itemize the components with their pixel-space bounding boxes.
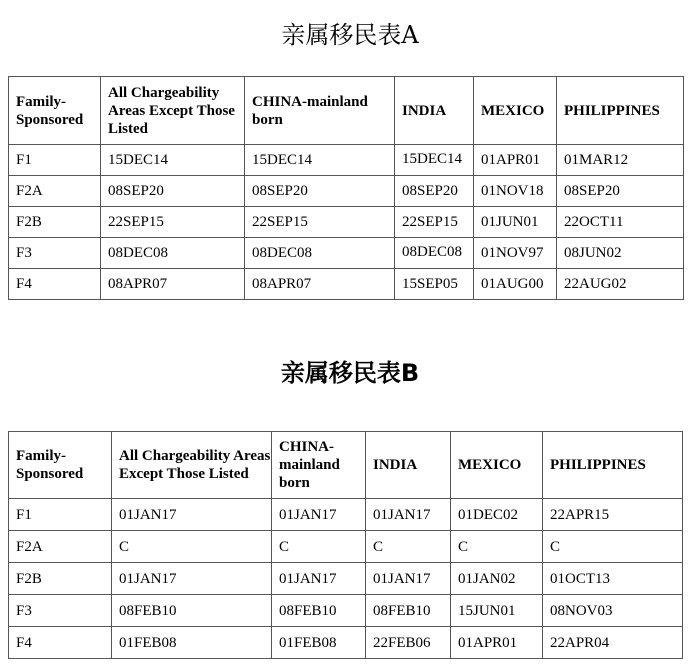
- cell-all-chargeability: 08FEB10: [112, 595, 272, 627]
- cell-all-chargeability: 22SEP15: [101, 207, 245, 238]
- cell-china: 01FEB08: [272, 627, 366, 659]
- cell-india: 08FEB10: [366, 595, 451, 627]
- cell-mexico: 15JUN01: [451, 595, 543, 627]
- table-row: [9, 145, 684, 176]
- table-row: [9, 531, 683, 563]
- cell-category: F2B: [9, 563, 112, 595]
- table-row: [9, 627, 683, 659]
- cell-philippines: 01OCT13: [543, 563, 683, 595]
- cell-category: F2B: [9, 207, 101, 238]
- table-row: [9, 595, 683, 627]
- cell-all-chargeability: 15DEC14: [101, 145, 245, 176]
- header-philippines: PHILIPPINES: [557, 77, 684, 145]
- cell-china: 08DEC08: [245, 238, 395, 269]
- cell-philippines: 08JUN02: [557, 238, 684, 269]
- cell-philippines: 08SEP20: [557, 176, 684, 207]
- header-india: INDIA: [395, 77, 474, 145]
- cell-all-chargeability: 08APR07: [101, 269, 245, 300]
- table-a: [8, 76, 684, 300]
- cell-mexico: 01AUG00: [474, 269, 557, 300]
- cell-category: F2A: [9, 176, 101, 207]
- cell-mexico: 01DEC02: [451, 499, 543, 531]
- table-b-title: 亲属移民表B: [280, 359, 420, 387]
- cell-mexico: 01NOV18: [474, 176, 557, 207]
- cell-india: 08SEP20: [395, 176, 474, 207]
- cell-philippines: 22APR04: [543, 627, 683, 659]
- cell-all-chargeability: 01JAN17: [112, 563, 272, 595]
- cell-mexico: 01APR01: [451, 627, 543, 659]
- cell-category: F2A: [9, 531, 112, 563]
- cell-all-chargeability: C: [112, 531, 272, 563]
- header-mexico: MEXICO: [474, 77, 557, 145]
- cell-all-chargeability: 08SEP20: [101, 176, 245, 207]
- header-china: CHINA-mainland born: [245, 77, 395, 145]
- cell-india: 15SEP05: [395, 269, 474, 300]
- cell-india: [395, 145, 474, 176]
- table-row: [9, 563, 683, 595]
- cell-mexico: 01NOV97: [474, 238, 557, 269]
- header-philippines: PHILIPPINES: [543, 432, 683, 499]
- cell-all-chargeability: 08DEC08: [101, 238, 245, 269]
- table-header-row: [9, 77, 684, 145]
- header-all-chargeability: All Chargeability Areas Except Those Listed: [112, 432, 272, 499]
- cell-india-text: 08DEC08: [402, 243, 462, 260]
- table-row: [9, 176, 684, 207]
- cell-philippines: 22APR15: [543, 499, 683, 531]
- cell-china: 08APR07: [245, 269, 395, 300]
- cell-china: 08SEP20: [245, 176, 395, 207]
- header-all-chargeability: All Chargeability Areas Except Those Listed: [101, 77, 245, 145]
- table-row: [9, 238, 684, 269]
- cell-india: 22FEB06: [366, 627, 451, 659]
- table-header-row: [9, 432, 683, 499]
- header-china: CHINA-mainland born: [272, 432, 366, 499]
- cell-china: 22SEP15: [245, 207, 395, 238]
- cell-all-chargeability: 01FEB08: [112, 627, 272, 659]
- header-mexico: MEXICO: [451, 432, 543, 499]
- header-india: INDIA: [366, 432, 451, 499]
- cell-china: 01JAN17: [272, 563, 366, 595]
- table-b: [8, 431, 683, 659]
- cell-philippines: 01MAR12: [557, 145, 684, 176]
- header-family-sponsored: Family-Sponsored: [9, 77, 101, 145]
- cell-mexico: 01JAN02: [451, 563, 543, 595]
- cell-category: F1: [9, 499, 112, 531]
- cell-philippines: 22OCT11: [557, 207, 684, 238]
- cell-philippines: 22AUG02: [557, 269, 684, 300]
- cell-india: 22SEP15: [395, 207, 474, 238]
- cell-mexico: 01JUN01: [474, 207, 557, 238]
- cell-category: F3: [9, 238, 101, 269]
- cell-china: C: [272, 531, 366, 563]
- table-a-title: 亲属移民表A: [281, 21, 419, 49]
- cell-category: F4: [9, 627, 112, 659]
- cell-india-text: 15DEC14: [402, 150, 462, 167]
- cell-india: 01JAN17: [366, 563, 451, 595]
- table-row: [9, 269, 684, 300]
- cell-china: 08FEB10: [272, 595, 366, 627]
- cell-category: F3: [9, 595, 112, 627]
- table-row: [9, 499, 683, 531]
- table-row: [9, 207, 684, 238]
- cell-all-chargeability: 01JAN17: [112, 499, 272, 531]
- cell-philippines: 08NOV03: [543, 595, 683, 627]
- cell-philippines: C: [543, 531, 683, 563]
- cell-china: 15DEC14: [245, 145, 395, 176]
- cell-india: C: [366, 531, 451, 563]
- cell-china: 01JAN17: [272, 499, 366, 531]
- cell-mexico: 01APR01: [474, 145, 557, 176]
- cell-india: 01JAN17: [366, 499, 451, 531]
- cell-india: [395, 238, 474, 269]
- cell-category: F4: [9, 269, 101, 300]
- header-family-sponsored: Family-Sponsored: [9, 432, 112, 499]
- cell-category: F1: [9, 145, 101, 176]
- cell-mexico: C: [451, 531, 543, 563]
